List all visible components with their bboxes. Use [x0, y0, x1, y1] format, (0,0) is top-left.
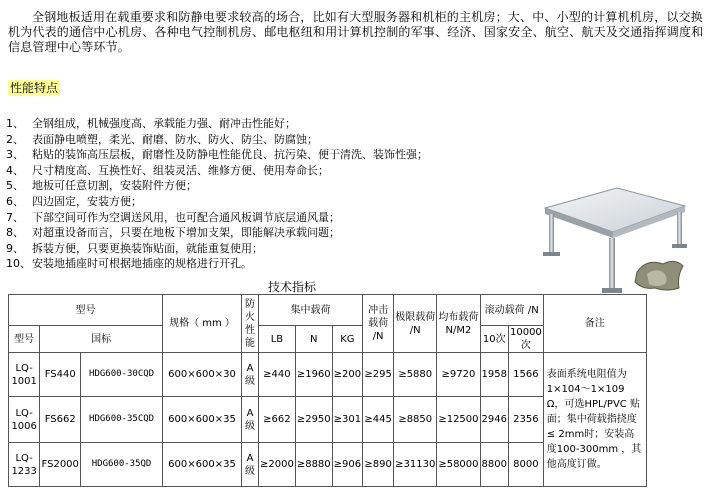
- table-row: LQ-1006 FS662 HDG600-35CQD 600×600×35 A级 ≥662 ≥2950 ≥301 ≥445 ≥8850 ≥12500 2946 2356: [9, 397, 647, 443]
- table-header-kg: KG: [332, 326, 362, 353]
- list-item: 5、 地板可任意切割，安装附件方便；: [6, 179, 197, 193]
- section-title: 性能特点: [10, 81, 59, 95]
- list-item: 6、 四边固定，安装方便；: [6, 194, 142, 208]
- table-row: LQ-1001 FS440 HDG600-30CQD 600×600×30 A级 ≥440 ≥1960 ≥200 ≥295 ≥5880 ≥9720 1958 1566 表面系统电阻值为 1×104～1×109 Ω，可选HPL/PVC 贴面；集中荷载指挠度≤ 2mm时；安装高度100-300mm ，其他高度订做。: [9, 353, 647, 397]
- list-item: 7、 下部空间可作为空调送风用，也可配合通风板调节底层通风量；: [6, 210, 340, 224]
- feature-list: [6, 116, 428, 272]
- table-header-lb: LB: [259, 326, 296, 353]
- list-item: 1、 全钢组成，机械强度高、承载能力强、耐冲击性能好；: [6, 117, 296, 130]
- table-header-fire: 防火性能: [242, 295, 259, 353]
- table-header-model: 型号: [9, 295, 163, 326]
- table-header-roll-10: 10次: [480, 326, 508, 353]
- list-item: 8、 对超重设备而言，只要在地板下增加支架，即能解决承载问题；: [6, 226, 340, 240]
- table-header-impact-load: 冲击载荷 /N: [363, 295, 394, 353]
- list-item: 4、 尺寸精度高、互换性好、组装灵活、维修方便、使用寿命长；: [6, 163, 329, 177]
- table-header-spec: 规格（ mm ）: [163, 295, 242, 353]
- table-title: 技术指标: [268, 280, 317, 294]
- table-header-concentrated-load: 集中载荷: [259, 295, 363, 326]
- list-item: 10、安装地插座时可根据地插座的规格进行开孔。: [6, 257, 252, 271]
- table-header-rolling-load: 滚动载荷 /N: [480, 295, 543, 326]
- table-header-standard: 国标: [40, 326, 163, 353]
- table-header-roll-10000: 10000次: [509, 327, 542, 351]
- table-header-n: N: [295, 326, 332, 353]
- intro-paragraph: 全钢地板适用在载重要求和防静电要求较高的场合，比如有大型服务器和机柜的主机房；大、中、小型的计算机机房，以交换机为代表的通信中心机房、各种电气控制机房、邮电枢纽和用计算机控制的军事、经济、国家安全、航空、航天及交通指挥调度和信息管理中心等环节。: [8, 10, 704, 54]
- table-row: LQ-1233 FS2000 HDG600-35QD 600×600×35 A级 ≥2000 ≥8880 ≥906 ≥890 ≥31130 ≥58000 8800 8000: [9, 443, 647, 487]
- spec-table: [8, 294, 647, 487]
- table-header-type: 型号: [9, 326, 40, 353]
- table-header-ultimate-load: 极限载荷 /N: [394, 295, 437, 353]
- raised-floor-panel-image: [525, 186, 690, 302]
- table-header-uniform-load: 均布载荷 N/M2: [437, 295, 480, 353]
- list-item: 3、 粘贴的装饰高压层板，耐磨性及防静电性能优良、抗污染、便于清洗、装饰性强；: [6, 148, 428, 162]
- list-item: 9、 拆装方便，只要更换装饰贴面，就能重复使用；: [6, 241, 263, 255]
- table-header-note: 备注: [543, 295, 646, 353]
- list-item: 2、 表面静电喷塑，柔光、耐磨、防水、防火、防尘、防腐蚀；: [6, 132, 318, 146]
- table-note: 表面系统电阻值为 1×104～1×109 Ω，可选HPL/PVC 贴面；集中荷载指挠度≤ 2mm时；安装高度100-300mm ，其他高度订做。: [543, 353, 646, 487]
